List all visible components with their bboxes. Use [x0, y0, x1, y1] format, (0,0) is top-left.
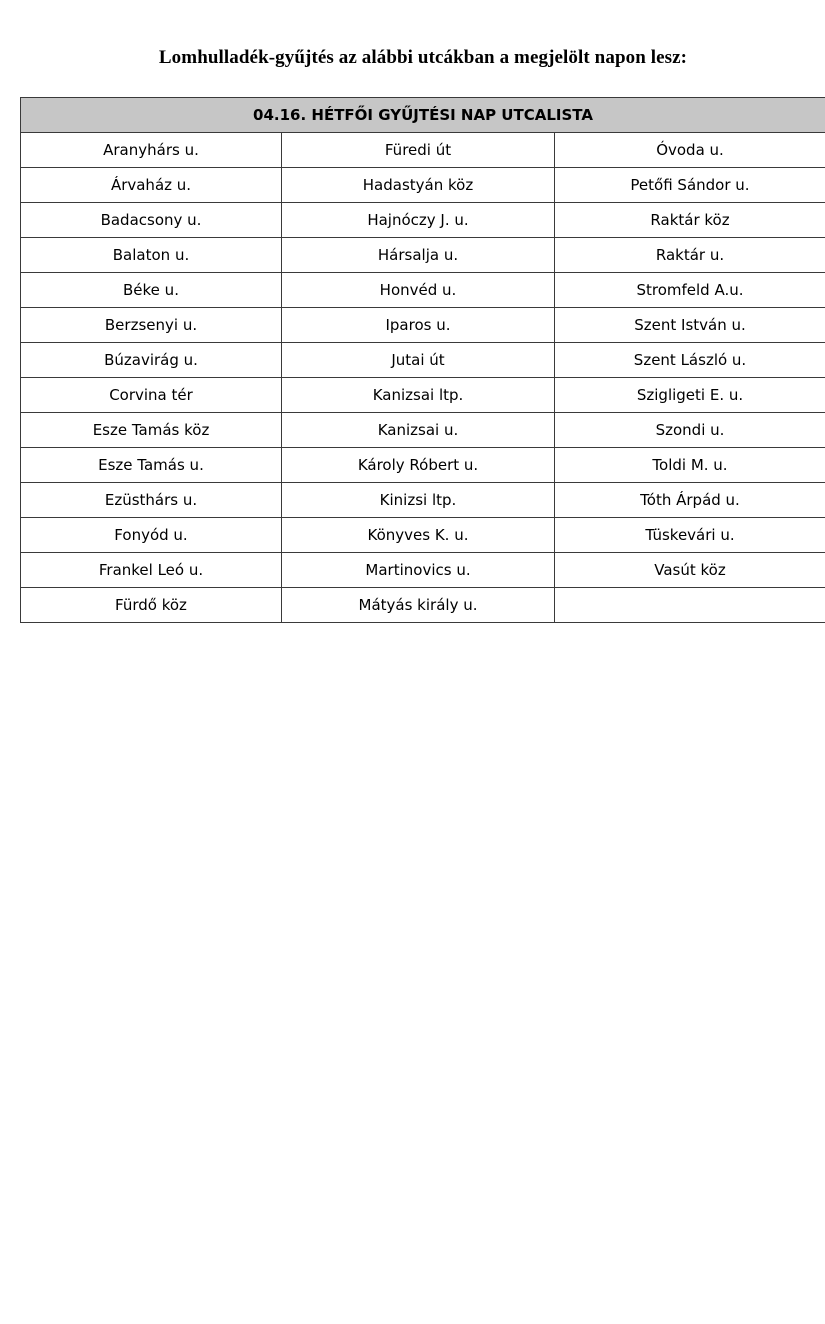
- table-cell: Honvéd u.: [282, 273, 555, 308]
- table-cell: Frankel Leó u.: [21, 553, 282, 588]
- table-row: [21, 413, 825, 448]
- table-cell: Raktár köz: [555, 203, 825, 238]
- table-row: [21, 518, 825, 553]
- table-row: [21, 308, 825, 343]
- table-cell: Füredi út: [282, 133, 555, 168]
- table-cell: Kinizsi ltp.: [282, 483, 555, 518]
- table-cell: Petőfi Sándor u.: [555, 168, 825, 203]
- table-header: 04.16. HÉTFŐI GYŰJTÉSI NAP UTCALISTA: [21, 98, 825, 133]
- table-cell: Berzsenyi u.: [21, 308, 282, 343]
- table-row: [21, 133, 825, 168]
- table-cell: Kanizsai u.: [282, 413, 555, 448]
- table-cell: Béke u.: [21, 273, 282, 308]
- table-cell: Fonyód u.: [21, 518, 282, 553]
- table-row: [21, 553, 825, 588]
- table-cell: Raktár u.: [555, 238, 825, 273]
- table-cell: Hadastyán köz: [282, 168, 555, 203]
- document-title: Lomhulladék-gyűjtés az alábbi utcákban a megjelölt napon lesz:: [158, 47, 688, 68]
- table-cell: Hajnóczy J. u.: [282, 203, 555, 238]
- table-cell: Óvoda u.: [555, 133, 825, 168]
- table-cell: Esze Tamás köz: [21, 413, 282, 448]
- street-list-table: [20, 97, 825, 623]
- table-cell: Könyves K. u.: [282, 518, 555, 553]
- table-cell: Ezüsthárs u.: [21, 483, 282, 518]
- table-cell: Szent István u.: [555, 308, 825, 343]
- table-cell: Hársalja u.: [282, 238, 555, 273]
- table-cell: Toldi M. u.: [555, 448, 825, 483]
- table-row: [21, 203, 825, 238]
- table-cell: Balaton u.: [21, 238, 282, 273]
- table-cell: Fürdő köz: [21, 588, 282, 623]
- table-cell: Tüskevári u.: [555, 518, 825, 553]
- table-cell: Szondi u.: [555, 413, 825, 448]
- table-row: [21, 273, 825, 308]
- table-row: [21, 343, 825, 378]
- table-cell: Jutai út: [282, 343, 555, 378]
- table-cell: Szigligeti E. u.: [555, 378, 825, 413]
- table-cell: Kanizsai ltp.: [282, 378, 555, 413]
- table-cell: Szent László u.: [555, 343, 825, 378]
- table-cell: Esze Tamás u.: [21, 448, 282, 483]
- table-cell: Károly Róbert u.: [282, 448, 555, 483]
- table-cell: Iparos u.: [282, 308, 555, 343]
- table-cell: Tóth Árpád u.: [555, 483, 825, 518]
- table-cell: Búzavirág u.: [21, 343, 282, 378]
- table-row: [21, 378, 825, 413]
- table-cell-empty: [555, 588, 825, 623]
- table-cell: Martinovics u.: [282, 553, 555, 588]
- table-row: [21, 238, 825, 273]
- table-cell: Árvaház u.: [21, 168, 282, 203]
- table-cell: Stromfeld A.u.: [555, 273, 825, 308]
- table-row: [21, 588, 825, 623]
- table-cell: Badacsony u.: [21, 203, 282, 238]
- table-cell: Mátyás király u.: [282, 588, 555, 623]
- table-row: [21, 483, 825, 518]
- table-cell: Vasút köz: [555, 553, 825, 588]
- table-header-row: [21, 98, 825, 133]
- table-row: [21, 448, 825, 483]
- table-cell: Corvina tér: [21, 378, 282, 413]
- table-row: [21, 168, 825, 203]
- table-cell: Aranyhárs u.: [21, 133, 282, 168]
